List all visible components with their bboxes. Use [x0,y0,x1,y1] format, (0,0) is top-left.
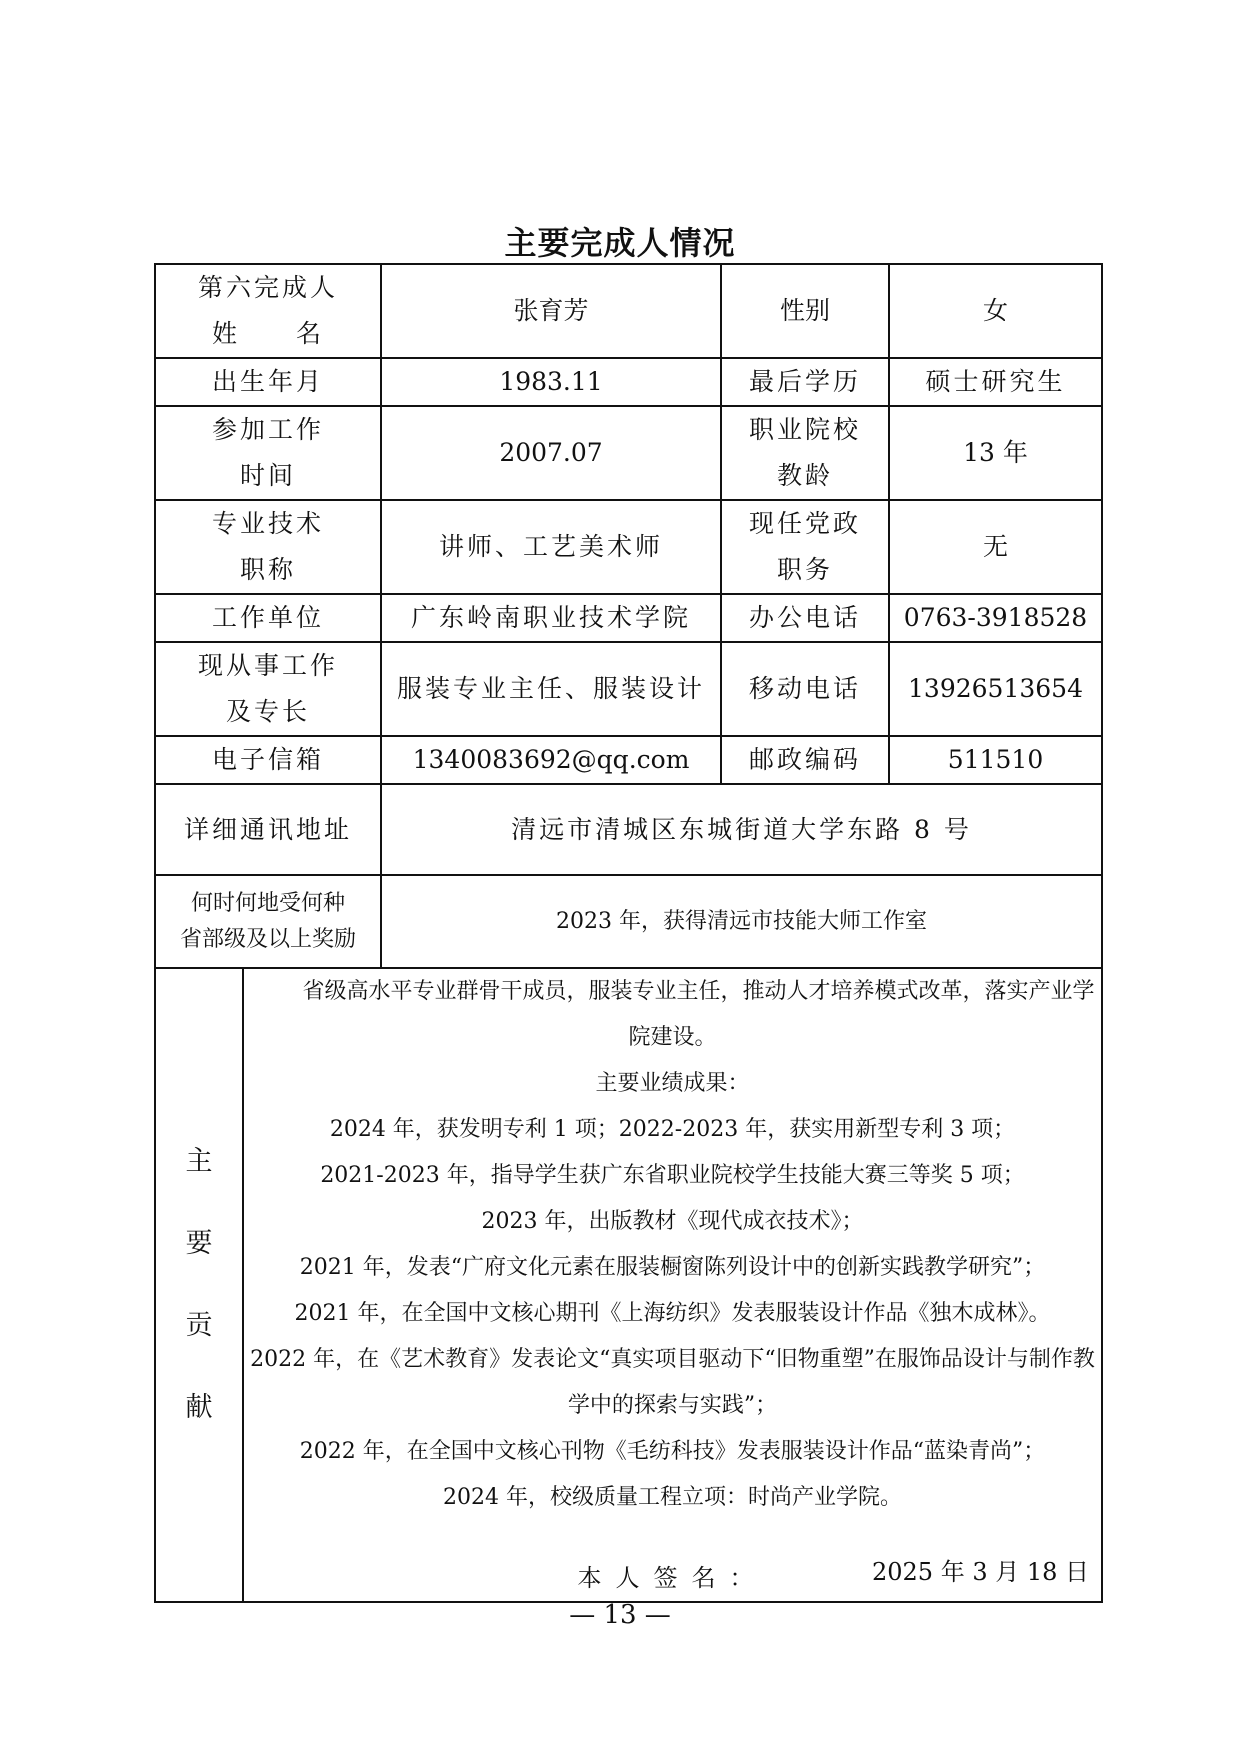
contribution-line: 2021-2023 年，指导学生获广东省职业院校学生技能大赛三等奖 5 项； [320,1163,1025,1188]
contribution-content [243,968,1102,1602]
email-value: 1340083692@qq.com [381,736,721,784]
signature-date: 2025 年 3 月 18 日 [871,1558,1090,1586]
party-post-label: 现任党政 职务 [721,500,889,594]
name-label: 第六完成人 姓 名 [155,264,381,358]
office-phone-label: 办公电话 [721,594,889,642]
gender-value: 女 [889,264,1102,358]
table-row [155,784,1102,875]
name-value: 张育芳 [381,264,721,358]
contribution-line: 2022 年，在《艺术教育》发表论文“真实项目驱动下“旧物重塑”在服饰品设计与制作教学中的探索与实践”； [250,1347,1095,1418]
contribution-line: 2021 年，在全国中文核心期刊《上海纺织》发表服装设计作品《独木成林》。 [294,1301,1051,1326]
table-row [155,500,1102,594]
employer-value: 广东岭南职业技术学院 [381,594,721,642]
current-work-label: 现从事工作 及专长 [155,642,381,736]
professional-title-value: 讲师、工艺美术师 [381,500,721,594]
contribution-label: 主 要 贡 献 [155,968,243,1602]
education-label: 最后学历 [721,358,889,406]
table-row [155,406,1102,500]
table-row [155,968,1102,1602]
address-label: 详细通讯地址 [155,784,381,875]
postcode-label: 邮政编码 [721,736,889,784]
award-label: 何时何地受何种 省部级及以上奖励 [155,875,381,968]
address-value: 清远市清城区东城街道大学东路 8 号 [381,784,1102,875]
work-start-value: 2007.07 [381,406,721,500]
contribution-line: 2024 年，校级质量工程立项：时尚产业学院。 [443,1485,902,1510]
email-label: 电子信箱 [155,736,381,784]
signature-label: 本人签名： [577,1564,768,1592]
award-value: 2023 年，获得清远市技能大师工作室 [381,875,1102,968]
table-row [155,875,1102,968]
contribution-intro: 省级高水平专业群骨干成员，服装专业主任，推动人才培养模式改革，落实产业学院建设。 [302,979,1095,1050]
contribution-line: 主要业绩成果： [595,1071,750,1096]
table-row [155,736,1102,784]
page-title: 主要完成人情况 [504,224,736,262]
contribution-line: 2022 年，在全国中文核心刊物《毛纺科技》发表服装设计作品“蓝染青尚”； [299,1439,1046,1464]
contribution-line: 2021 年，发表“广府文化元素在服装橱窗陈列设计中的创新实践教学研究”； [299,1255,1046,1280]
work-start-label: 参加工作 时间 [155,406,381,500]
table-row [155,594,1102,642]
table-row [155,358,1102,406]
personnel-form-table [154,263,1103,1603]
party-post-value: 无 [889,500,1102,594]
contribution-line: 2024 年，获发明专利 1 项；2022-2023 年，获实用新型专利 3 项； [329,1117,1016,1142]
postcode-value: 511510 [889,736,1102,784]
education-value: 硕士研究生 [889,358,1102,406]
contribution-line: 2023 年，出版教材《现代成衣技术》； [481,1209,864,1234]
mobile-label: 移动电话 [721,642,889,736]
birth-value: 1983.11 [381,358,721,406]
teaching-years-label: 职业院校 教龄 [721,406,889,500]
table-row [155,642,1102,736]
page-number: — 13 — [569,1600,671,1630]
teaching-years-value: 13 年 [889,406,1102,500]
current-work-value: 服装专业主任、服装设计 [381,642,721,736]
table-row [155,264,1102,358]
professional-title-label: 专业技术 职称 [155,500,381,594]
employer-label: 工作单位 [155,594,381,642]
mobile-value: 13926513654 [889,642,1102,736]
birth-label: 出生年月 [155,358,381,406]
office-phone-value: 0763-3918528 [889,594,1102,642]
gender-label: 性别 [721,264,889,358]
